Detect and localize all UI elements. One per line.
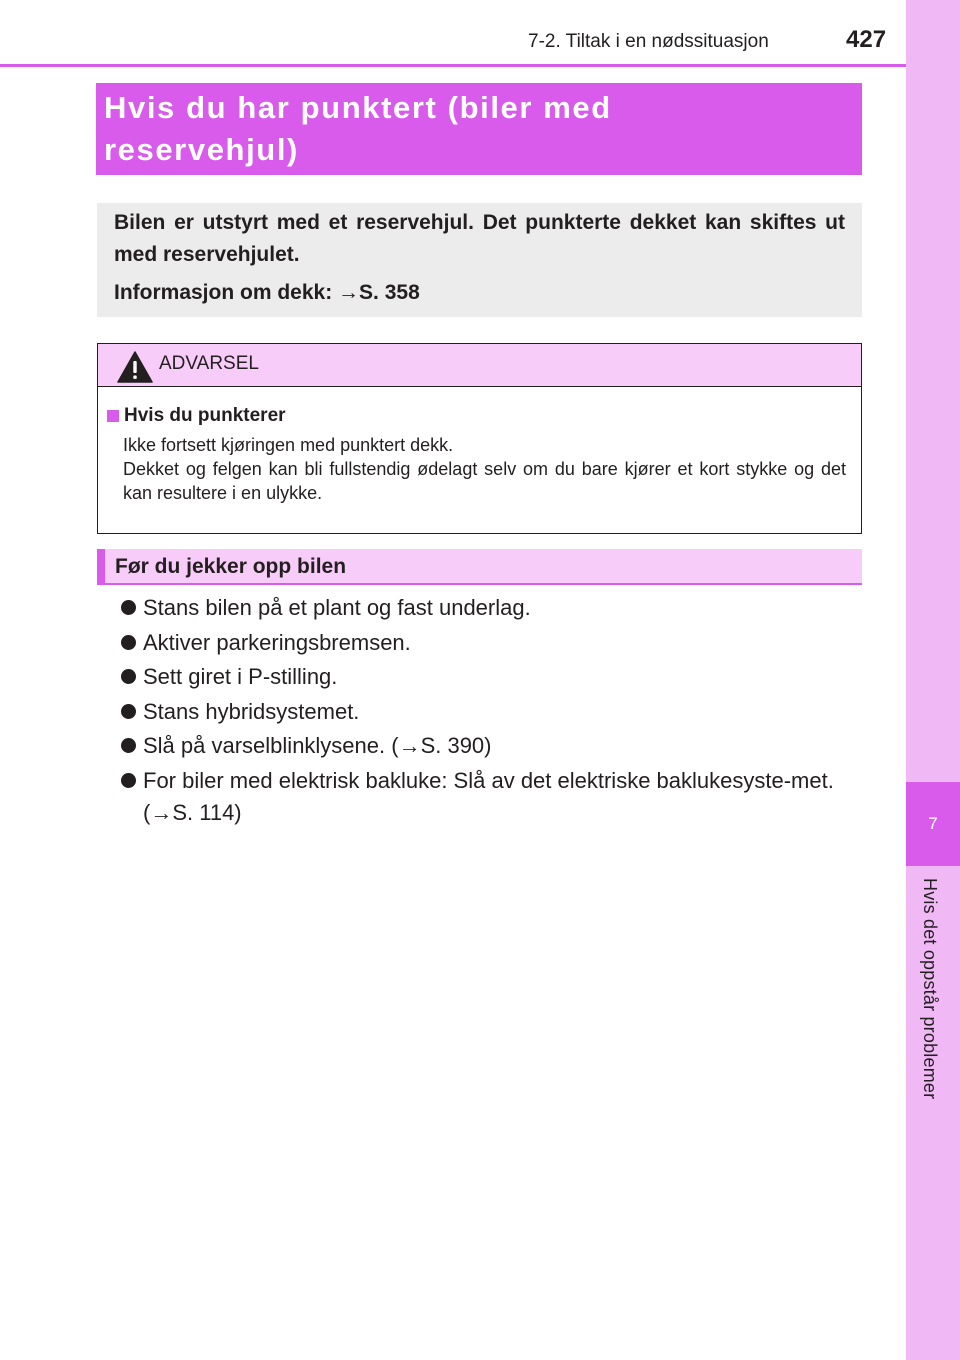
title-banner [96, 83, 862, 175]
intro-text: Bilen er utstyrt med et reservehjul. Det punkterte dekket kan skiftes ut med reservehjulet. [114, 211, 845, 266]
step-list [121, 592, 862, 831]
list-item-text: Aktiver parkeringsbremsen. [143, 629, 411, 655]
warning-box [97, 343, 862, 534]
warning-text [123, 433, 846, 505]
page-title-line-2: reservehjul) [104, 132, 299, 167]
page-title [104, 87, 854, 171]
intro-reference: Informasjon om dekk: →S. 358 [114, 281, 420, 304]
bullet-dot-icon [121, 773, 136, 788]
header-divider [0, 64, 906, 67]
warning-header [98, 344, 861, 387]
warning-body [98, 387, 861, 505]
warning-subheading-text: Hvis du punkterer [124, 405, 286, 426]
list-item-text: For biler med elektrisk bakluke: Slå av det elektriske baklukesyste-met. (→S. 114) [143, 767, 834, 825]
bullet-dot-icon [121, 704, 136, 719]
list-item [121, 592, 862, 624]
list-item [121, 696, 862, 728]
chapter-number: 7 [906, 782, 960, 866]
warning-triangle-icon [117, 351, 153, 383]
page-number: 427 [846, 26, 887, 53]
bullet-dot-icon [121, 738, 136, 753]
bullet-dot-icon [121, 669, 136, 684]
warning-subheading [107, 405, 846, 427]
section-heading: Før du jekker opp bilen [97, 549, 862, 585]
square-bullet-icon [107, 410, 119, 422]
bullet-dot-icon [121, 600, 136, 615]
list-item-text: Stans bilen på et plant og fast underlag. [143, 595, 531, 620]
warning-line-2: Dekket og felgen kan bli fullstendig ødelagt selv om du bare kjører et kort stykke og det kan resultere i en ulykke. [123, 459, 846, 503]
warning-line-1: Ikke fortsett kjøringen med punktert dekk. [123, 435, 454, 455]
list-item [121, 661, 862, 693]
page-title-line-1: Hvis du har punktert (biler med [104, 90, 612, 125]
list-item-text: Slå på varselblinklysene. (→S. 390) [143, 733, 492, 758]
bullet-dot-icon [121, 635, 136, 650]
warning-title: ADVARSEL [159, 353, 259, 374]
list-item-text: Stans hybridsystemet. [143, 698, 360, 724]
intro-box [97, 203, 862, 317]
list-item [121, 730, 862, 762]
list-item [121, 765, 862, 829]
section-label: 7-2. Tiltak i en nødssituasjon [528, 31, 769, 52]
list-item-text: Sett giret i P-stilling. [143, 664, 338, 689]
side-tab [906, 0, 960, 1360]
list-item [121, 627, 862, 659]
chapter-title: Hvis det oppstår problemer [920, 878, 940, 1100]
